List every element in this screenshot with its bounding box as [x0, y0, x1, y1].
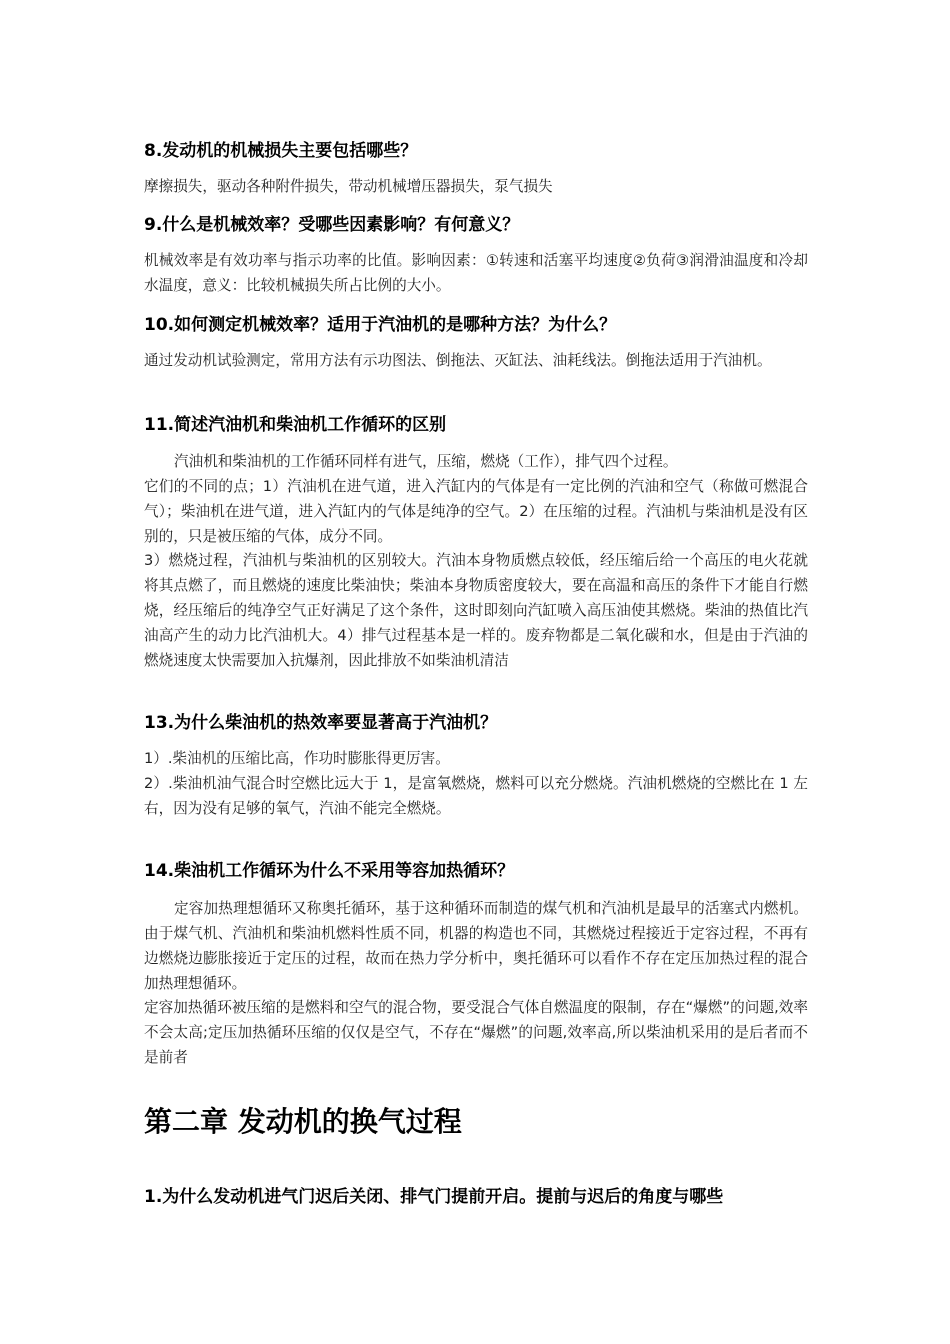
chapter-2-question-1-heading: 1.为什么发动机进气门迟后关闭、排气门提前开启。提前与迟后的角度与哪些	[144, 1187, 724, 1207]
answer-10-text: 通过发动机试验测定，常用方法有示功图法、倒拖法、灭缸法、油耗线法。倒拖法适用于汽油机。	[144, 352, 772, 369]
question-10-heading: 10.如何测定机械效率？适用于汽油机的是哪种方法？为什么？	[144, 315, 617, 335]
question-9-heading: 9.什么是机械效率？受哪些因素影响？有何意义？	[144, 215, 520, 235]
answer-13-point-1: 1）.柴油机的压缩比高，作功时膨胀得更厉害。	[144, 750, 450, 767]
answer-14-paragraph-1: 定容加热理想循环又称奥托循环，基于这种循环而制造的煤气机和汽油机是最早的活塞式内燃机。由于煤气机、汽油机和柴油机燃料性质不同，机器的构造也不同，其燃烧过程接近于定容过程，不再有边燃烧边膨胀接近于定压的过程，故而在热力学分析中，奥托循环可以看作不存在定压加热过程的混合加热理想循环。	[144, 900, 808, 992]
answer-9-text: 机械效率是有效功率与指示功率的比值。影响因素：①转速和活塞平均速度②负荷③润滑油温度和冷却水温度，意义：比较机械损失所占比例的大小。	[144, 252, 808, 294]
answer-14-paragraph-2: 定容加热循环被压缩的是燃料和空气的混合物，要受混合气体自燃温度的限制，存在“爆燃”的问题,效率不会太高;定压加热循环压缩的仅仅是空气，不存在“爆燃”的问题,效率高,所以柴油机采用的是后者而不是前者	[144, 999, 808, 1066]
question-8-heading: 8.发动机的机械损失主要包括哪些？	[144, 141, 418, 161]
answer-8-text: 摩擦损失，驱动各种附件损失，带动机械增压器损失，泵气损失	[144, 178, 553, 195]
answer-13-point-2: 2）.柴油机油气混合时空燃比远大于 1，是富氧燃烧，燃料可以充分燃烧。汽油机燃烧的空燃比在 1 左右，因为没有足够的氧气，汽油不能完全燃烧。	[144, 775, 808, 817]
answer-11-intro: 汽油机和柴油机的工作循环同样有进气，压缩，燃烧（工作），排气四个过程。	[174, 453, 678, 470]
chapter-title: 第二章 发动机的换气过程	[144, 1105, 462, 1138]
question-11-heading: 11.简述汽油机和柴油机工作循环的区别	[144, 415, 447, 435]
question-13-heading: 13.为什么柴油机的热效率要显著高于汽油机？	[144, 713, 498, 733]
answer-11-difference-1: 它们的不同的点；1）汽油机在进气道，进入汽缸内的气体是有一定比例的汽油和空气（称做可燃混合气）；柴油机在进气道，进入汽缸内的气体是纯净的空气。2）在压缩的过程。汽油机与柴油机是没有区别的，只是被压缩的气体，成分不同。	[144, 478, 808, 545]
question-14-heading: 14.柴油机工作循环为什么不采用等容加热循环？	[144, 861, 515, 881]
answer-11-difference-2: 3）燃烧过程，汽油机与柴油机的区别较大。汽油本身物质燃点较低，经压缩后给一个高压的电火花就将其点燃了，而且燃烧的速度比柴油快；柴油本身物质密度较大，要在高温和高压的条件下才能自行燃烧，经压缩后的纯净空气正好满足了这个条件，这时即刻向汽缸喷入高压油使其燃烧。柴油的热值比汽油高产生的动力比汽油机大。4）排气过程基本是一样的。废弃物都是二氧化碳和水，但是由于汽油的燃烧速度太快需要加入抗爆剂，因此排放不如柴油机清洁	[144, 552, 808, 669]
